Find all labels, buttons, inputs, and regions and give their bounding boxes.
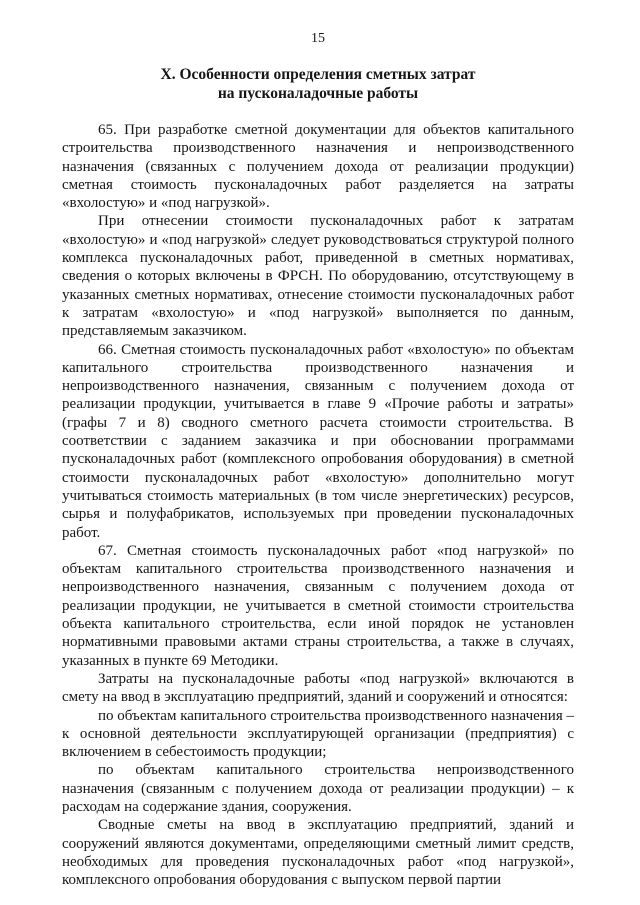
paragraph-65: 65. При разработке сметной документации для объектов капитального строительства производственного назначения и непроизводственного назначения (связанных с получением дохода от реализации продукции) сметная стоимость пусконаладочных работ разделяется на затраты «вхолостую» и «под нагрузкой».	[62, 122, 574, 212]
paragraph-65-continued: При отнесении стоимости пусконаладочных работ к затратам «вхолостую» и «под нагрузкой» следует руководствоваться структурой полного комплекса пусконаладочных работ, приведенной в сметных нормативах, сведения о которых включены в ФРСН. По оборудованию, отсутствующему в указанных сметных нормативах, отнесение стоимости пусконаладочных работ к затратам «вхолостую» и «под нагрузкой» выполняется по данным, представляемым заказчиком.	[62, 213, 574, 340]
paragraph-summary-estimates: Сводные сметы на ввод в эксплуатацию предприятий, зданий и сооружений являются документами, определяющими сметный лимит средств, необходимых для проведения пусконаладочных работ «под нагрузкой», комплексного опробования оборудования с выпуском первой партии	[62, 817, 574, 889]
section-title-line-1: X. Особенности определения сметных затрат	[160, 66, 476, 83]
section-title-line-2: на пусконаладочные работы	[217, 85, 419, 102]
paragraph-67: 67. Сметная стоимость пусконаладочных работ «под нагрузкой» по объектам капитального строительства производственного назначения и непроизводственного назначения, связанным с получением дохода от реализации продукции, не учитывается в сметной стоимости строительства объекта капитального строительства, если иной порядок не установлен нормативными правовыми актами страны строительства, а также в случаях, указанных в пункте 69 Методики.	[62, 542, 574, 669]
paragraph-67-nonproduction: по объектам капитального строительства непроизводственного назначения (связанным с получением дохода от реализации продукции) – к расходам на содержание здания, сооружения.	[62, 762, 574, 815]
paragraph-67-costs: Затраты на пусконаладочные работы «под нагрузкой» включаются в смету на ввод в эксплуатацию предприятий, зданий и сооружений и относятся:	[62, 670, 574, 706]
paragraph-67-production: по объектам капитального строительства производственного назначения – к основной деятельности эксплуатирующей организации (предприятия) с включением в себестоимость продукции;	[62, 707, 574, 761]
section-title	[62, 65, 574, 103]
page-number: 15	[311, 31, 325, 46]
paragraph-66: 66. Сметная стоимость пусконаладочных работ «вхолостую» по объектам капитального строительства производственного назначения и непроизводственного назначения, связанным с получением дохода от реализации продукции, учитывается в главе 9 «Прочие работы и затраты» (графы 7 и 8) сводного сметного расчета стоимости строительства. В соответствии с заданием заказчика и при обосновании программами пусконаладочных работ (комплексного опробования оборудования) в сметной стоимости пусконаладочных работ «вхолостую» дополнительно могут учитываться стоимость материальных (в том числе энергетических) ресурсов, сырья и полуфабрикатов, используемых при проведении пусконаладочных работ.	[62, 341, 574, 541]
body-text	[62, 121, 574, 889]
